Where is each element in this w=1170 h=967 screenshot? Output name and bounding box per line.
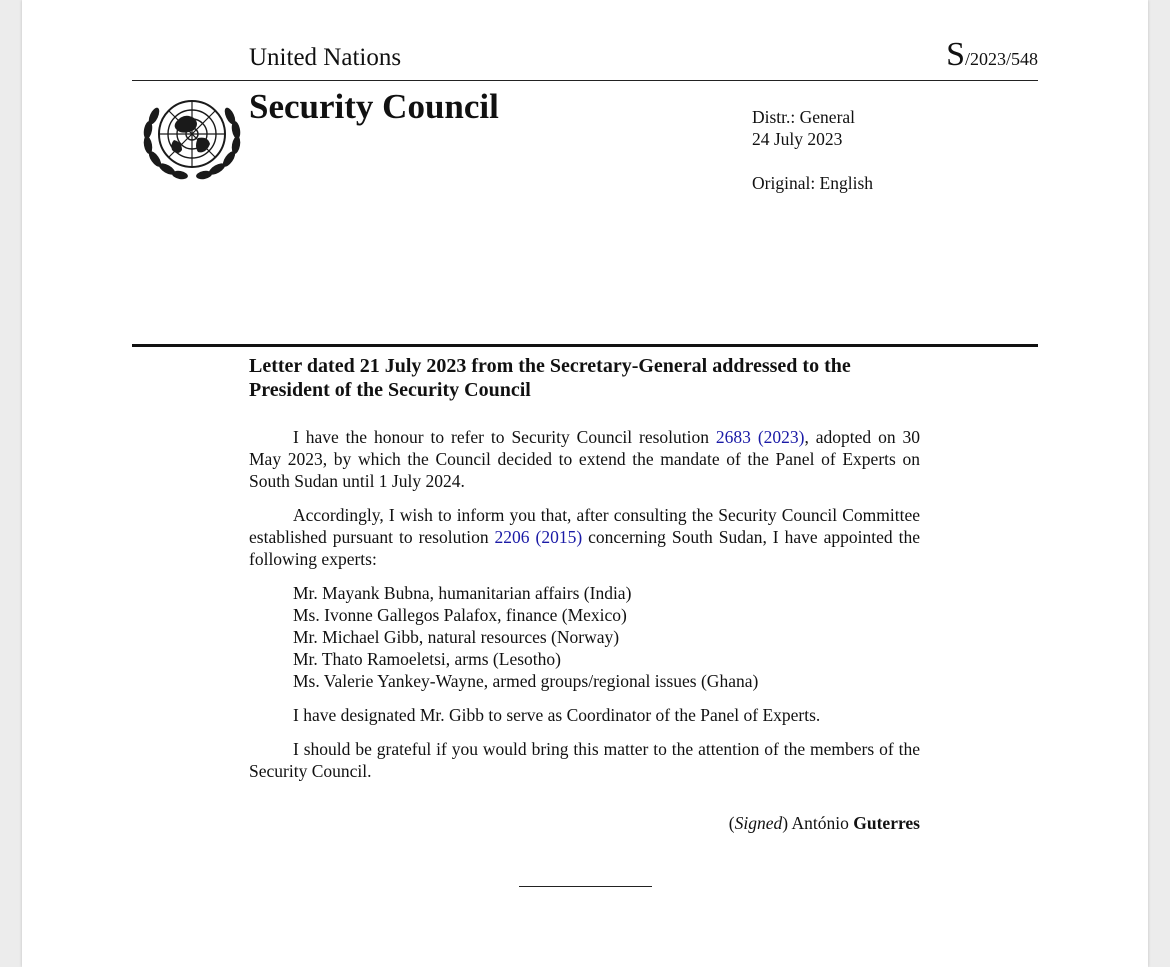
paragraph-2 (249, 504, 920, 570)
paragraph-text: Accordingly, I wish to inform you that, after consulting the Security Council Committee established pursuant to resolution (249, 505, 920, 547)
symbol-prefix: S (946, 36, 965, 73)
resolution-2683-link[interactable]: 2683 (2023) (715, 427, 805, 447)
organization-name: United Nations (249, 44, 402, 71)
letter-title: Letter dated 21 July 2023 from the Secretary-General addressed to the President of the Security Council (249, 355, 851, 401)
distribution-block (752, 106, 873, 194)
security-council-title: Security Council (249, 87, 499, 126)
paragraph-text: concerning South Sudan, I have appointed the following experts: (249, 527, 920, 569)
document-page (22, 0, 1148, 967)
signatory-first-name: António (791, 813, 849, 833)
signature-line: (Signed) António Guterres (728, 813, 920, 833)
expert-item: Mr. Mayank Bubna, humanitarian affairs (India) (293, 583, 632, 603)
document-date: 24 July 2023 (752, 129, 843, 149)
paragraph-text: , adopted on 30 May 2023, by which the Council decided to extend the mandate of the Panel of Experts on South Sudan until 1 July 2024. (249, 427, 920, 491)
paragraph-3: I have designated Mr. Gibb to serve as Coordinator of the Panel of Experts. (293, 705, 821, 725)
title-rule (132, 344, 1038, 347)
document-symbol (946, 36, 1038, 74)
paragraph-4: I should be grateful if you would bring this matter to the attention of the members of the Security Council. (249, 739, 920, 781)
signatory-surname: Guterres (853, 813, 920, 833)
expert-item: Ms. Ivonne Gallegos Palafox, finance (Mexico) (293, 605, 627, 625)
expert-item: Mr. Thato Ramoeletsi, arms (Lesotho) (293, 649, 561, 669)
resolution-2206-link[interactable]: 2206 (2015) (494, 527, 583, 547)
letter-body (249, 426, 920, 794)
signed-label: Signed (734, 813, 783, 833)
un-emblem-icon (138, 88, 246, 184)
paragraph-1 (249, 426, 920, 492)
distribution-label: Distr.: General (752, 107, 856, 127)
header-rule (132, 80, 1038, 81)
expert-item: Mr. Michael Gibb, natural resources (Norway) (293, 627, 620, 647)
experts-list (249, 582, 920, 692)
original-language: Original: English (752, 173, 874, 193)
symbol-number: /2023/548 (964, 49, 1038, 69)
expert-item: Ms. Valerie Yankey-Wayne, armed groups/regional issues (Ghana) (293, 671, 759, 691)
paragraph-text: I have the honour to refer to Security Council resolution (293, 427, 716, 447)
end-of-document-rule (519, 886, 652, 887)
